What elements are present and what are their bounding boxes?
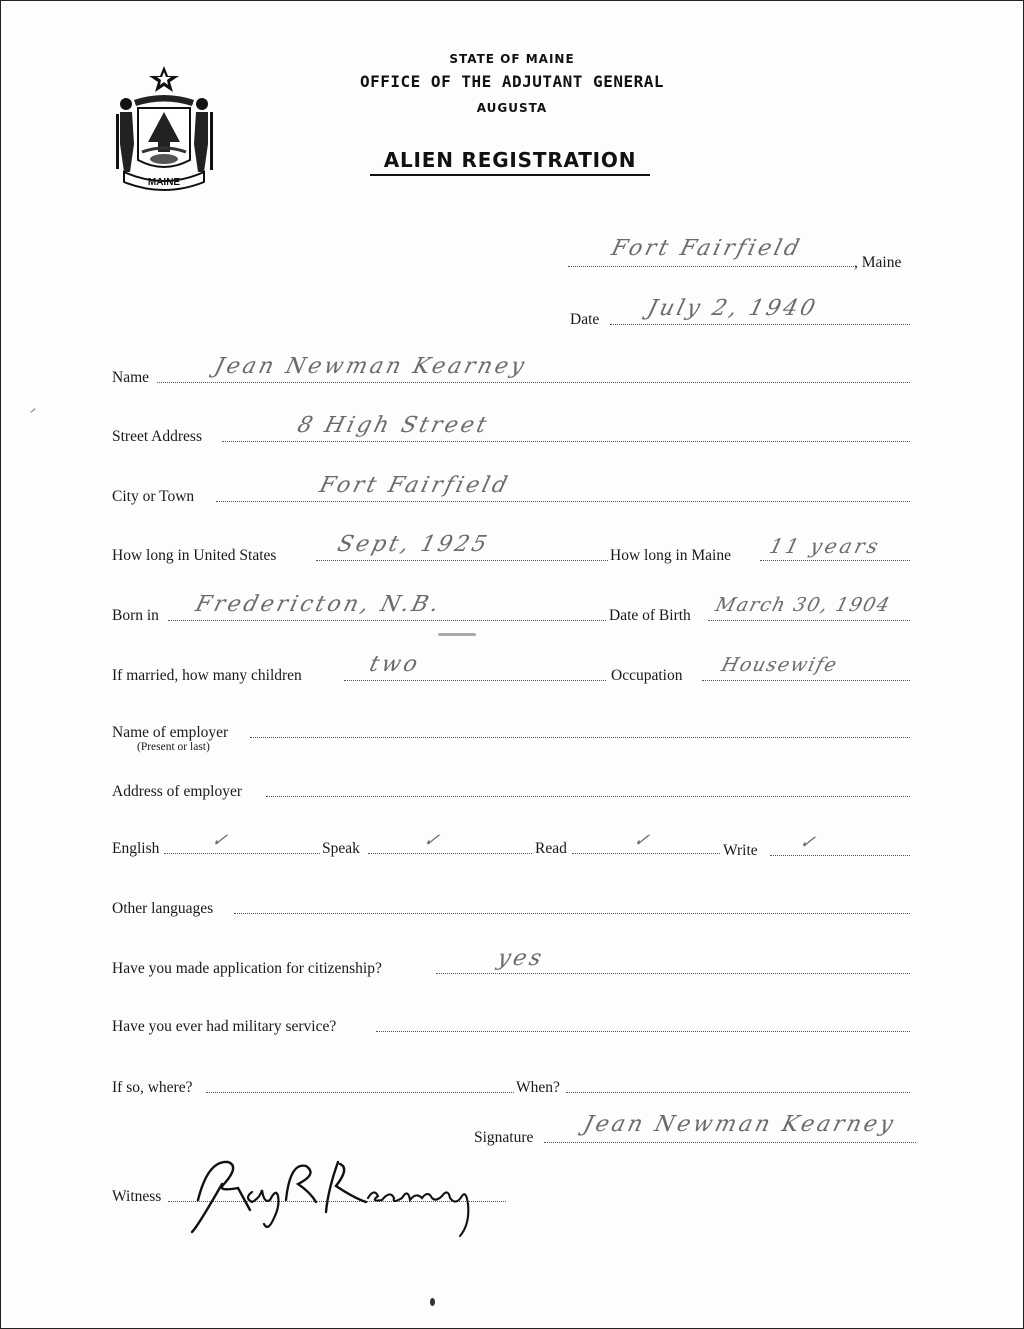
header-office: OFFICE OF THE ADJUTANT GENERAL	[360, 72, 664, 91]
header-city: AUGUSTA	[476, 101, 548, 115]
employer-address-line	[266, 796, 910, 797]
born-in-line	[168, 620, 606, 621]
employer-name-line	[250, 737, 910, 738]
children-label: If married, how many children	[112, 667, 302, 684]
speak-value: ✓	[421, 830, 445, 851]
dob-label: Date of Birth	[609, 607, 691, 624]
name-line	[157, 382, 910, 383]
dob-line	[708, 620, 910, 621]
write-label: Write	[723, 842, 758, 859]
signature-value: Jean Newman Kearney	[580, 1112, 899, 1137]
other-languages-line	[234, 913, 910, 914]
signature-line	[544, 1142, 916, 1143]
witness-signature-ink	[178, 1140, 508, 1240]
city-line	[216, 501, 910, 502]
street-line	[222, 441, 910, 442]
stray-pencil-mark	[30, 408, 35, 413]
header-state: STATE OF MAINE	[449, 52, 575, 66]
citizenship-value: yes	[494, 946, 547, 971]
name-value: Jean Newman Kearney	[211, 354, 530, 379]
maine-duration-line	[760, 560, 910, 561]
name-label: Name	[112, 369, 150, 386]
city-label: City or Town	[112, 488, 195, 505]
occupation-value: Housewife	[719, 654, 841, 676]
city-value: Fort Fairfield	[316, 473, 513, 498]
read-value: ✓	[631, 830, 655, 851]
date-line	[610, 324, 910, 325]
place-label: , Maine	[854, 254, 902, 271]
signature-label: Signature	[474, 1129, 534, 1146]
read-line	[572, 853, 720, 854]
english-label: English	[112, 840, 160, 857]
write-line	[770, 855, 910, 856]
occupation-line	[702, 680, 910, 681]
citizenship-line	[436, 973, 910, 974]
place-line	[568, 266, 854, 267]
street-label: Street Address	[112, 428, 202, 445]
pencil-underline-mark	[438, 633, 476, 636]
children-line	[344, 680, 606, 681]
us-duration-line	[316, 560, 608, 561]
when-line	[566, 1092, 910, 1093]
other-languages-label: Other languages	[112, 900, 214, 917]
english-value: ✓	[209, 830, 233, 851]
employer-name-sublabel: (Present or last)	[137, 741, 210, 753]
dob-value: March 30, 1904	[713, 594, 894, 616]
where-label: If so, where?	[112, 1079, 193, 1096]
occupation-label: Occupation	[611, 667, 683, 684]
military-label: Have you ever had military service?	[112, 1018, 337, 1035]
us-duration-value: Sept, 1925	[334, 532, 493, 557]
military-line	[376, 1031, 910, 1032]
write-value: ✓	[797, 832, 821, 853]
date-label: Date	[570, 311, 600, 328]
employer-name-label: Name of employer	[112, 724, 229, 741]
english-line	[164, 853, 320, 854]
witness-label: Witness	[112, 1188, 162, 1205]
date-value: July 2, 1940	[644, 296, 821, 321]
street-value: 8 High Street	[294, 413, 492, 438]
citizenship-label: Have you made application for citizenship?	[112, 960, 382, 977]
maine-duration-label: How long in Maine	[610, 547, 731, 564]
us-duration-label: How long in United States	[112, 547, 277, 564]
children-value: two	[366, 652, 424, 677]
born-in-label: Born in	[112, 607, 159, 624]
where-line	[206, 1092, 514, 1093]
maine-duration-value: 11 years	[767, 534, 884, 558]
born-in-value: Fredericton, N.B.	[192, 592, 445, 617]
form-title: ALIEN REGISTRATION	[370, 148, 650, 176]
seal-banner-text: MAINE	[147, 177, 181, 188]
stray-ink-dot	[430, 1298, 435, 1306]
place-value: Fort Fairfield	[608, 236, 805, 261]
when-label: When?	[516, 1079, 560, 1096]
speak-line	[368, 853, 532, 854]
speak-label: Speak	[322, 840, 360, 857]
read-label: Read	[535, 840, 567, 857]
employer-address-label: Address of employer	[112, 783, 242, 800]
